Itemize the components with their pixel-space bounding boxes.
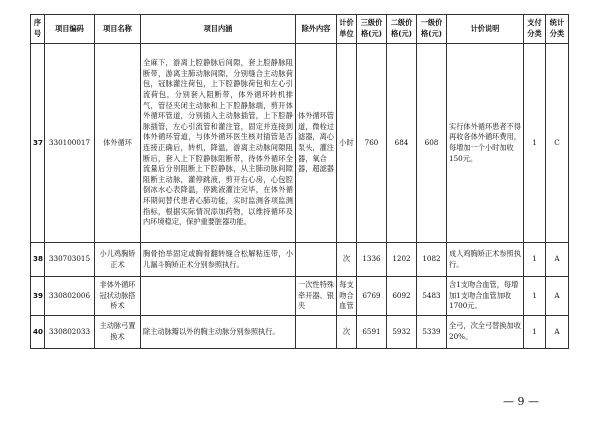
header-content: 项目内涵 <box>141 15 296 44</box>
row-unit: 每支吻合血管 <box>337 277 357 316</box>
row-name: 非体外循环冠状动脉搭桥术 <box>95 277 141 316</box>
row-payment: 1 <box>524 316 546 349</box>
row-price2: 684 <box>387 44 417 243</box>
row-payment: 1 <box>524 44 546 243</box>
row-excluded <box>296 316 337 349</box>
row-price1: 5483 <box>417 277 447 316</box>
header-row <box>31 15 569 44</box>
row-explanation: 全弓，次全弓替换加收20%。 <box>447 316 524 349</box>
row-stat: A <box>546 316 569 349</box>
header-explanation: 计价说明 <box>447 15 524 44</box>
row-seq: 39 <box>31 277 45 316</box>
row-explanation: 成人鸡胸矫正术参照执行。 <box>447 243 524 277</box>
header-code: 项目编码 <box>45 15 95 44</box>
row-price3: 760 <box>357 44 387 243</box>
row-excluded: 一次性特殊牵开器、银夹 <box>296 277 337 316</box>
row-price2: 6092 <box>387 277 417 316</box>
header-price1: 一级价格(元) <box>417 15 447 44</box>
header-unit: 计价单位 <box>337 15 357 44</box>
header-seq: 序号 <box>31 15 45 44</box>
row-content: 全麻下，游离上腔静脉后间隙，套上腔静脉阻断带，游离主肺动脉间隙，分别缝合主动脉荷包，冠脉灌注荷包，上下腔静脉荷包和左心引流荷包，分别套入阻断带，体外循环转机排气，管径夹闭主动脉和上下腔静脉端，剪开体外循环管道，分别插入主动脉插管，上下腔静脉插管，左心引流管和灌注管，固定并连接到体外循环管道，与体外循环医生核对插管是否连接正确后，转机，降温，游离主动脉间隙阻断后，套入上下腔静脉阻断带，待体外循环全流量后分别阻断上下腔静脉，从主肺动脉间隙阻断主动脉，灌停跳液，剪开右心房，心包腔倒冰水心表降温，停跳液灌注完毕，在体外循环期间替代患者心肺功能，实时监测各项监测指标，根据实际情况添加药物，以维持循环及内环境稳定，保护重要脏器功能。 <box>141 44 296 243</box>
row-seq: 37 <box>31 44 45 243</box>
row-code: 330802033 <box>45 316 95 349</box>
row-payment: 1 <box>524 243 546 277</box>
row-code: 330100017 <box>45 44 95 243</box>
row-price3: 6769 <box>357 277 387 316</box>
row-code: 330703015 <box>45 243 95 277</box>
row-explanation: 实行体外循环患者不得再收各体外循环费用，每增加一个小时加收150元。 <box>447 44 524 243</box>
table-row <box>31 277 569 316</box>
row-price1: 608 <box>417 44 447 243</box>
row-content: 除主动脉瓣以外的胸主动脉分别参照执行。 <box>141 316 296 349</box>
row-explanation: 含1支吻合血管，每增加1支吻合血管加收1700元。 <box>447 277 524 316</box>
header-name: 项目名称 <box>95 15 141 44</box>
row-payment: 1 <box>524 277 546 316</box>
header-payment: 支付分类 <box>524 15 546 44</box>
row-stat: A <box>546 243 569 277</box>
row-price1: 5339 <box>417 316 447 349</box>
row-stat: C <box>546 44 569 243</box>
row-unit: 小时 <box>337 44 357 243</box>
table-row <box>31 44 569 243</box>
row-content <box>141 277 296 316</box>
row-name: 体外循环 <box>95 44 141 243</box>
row-price2: 5932 <box>387 316 417 349</box>
row-price2: 1202 <box>387 243 417 277</box>
row-content: 胸骨抬举固定或胸骨翻转缝合松解粘连带，小儿漏斗胸矫正术分别参照执行。 <box>141 243 296 277</box>
row-seq: 38 <box>31 243 45 277</box>
header-price3: 三级价格(元) <box>357 15 387 44</box>
row-unit: 次 <box>337 316 357 349</box>
row-price3: 1336 <box>357 243 387 277</box>
row-price1: 1082 <box>417 243 447 277</box>
header-excluded: 除外内容 <box>296 15 337 44</box>
row-seq: 40 <box>31 316 45 349</box>
row-excluded: 体外循环管道，微栓过滤器，离心泵头，灌注器，氧合器，超滤器 <box>296 44 337 243</box>
row-stat: A <box>546 277 569 316</box>
table-row <box>31 243 569 277</box>
row-code: 330802006 <box>45 277 95 316</box>
row-excluded <box>296 243 337 277</box>
table-row <box>31 316 569 349</box>
row-name: 小儿鸡胸矫正术 <box>95 243 141 277</box>
header-stat: 统计分类 <box>546 15 569 44</box>
fee-table <box>30 14 569 349</box>
page-number: — 9 — <box>503 395 539 408</box>
row-unit: 次 <box>337 243 357 277</box>
row-name: 主动脉弓置换术 <box>95 316 141 349</box>
row-price3: 6591 <box>357 316 387 349</box>
header-price2: 二级价格(元) <box>387 15 417 44</box>
